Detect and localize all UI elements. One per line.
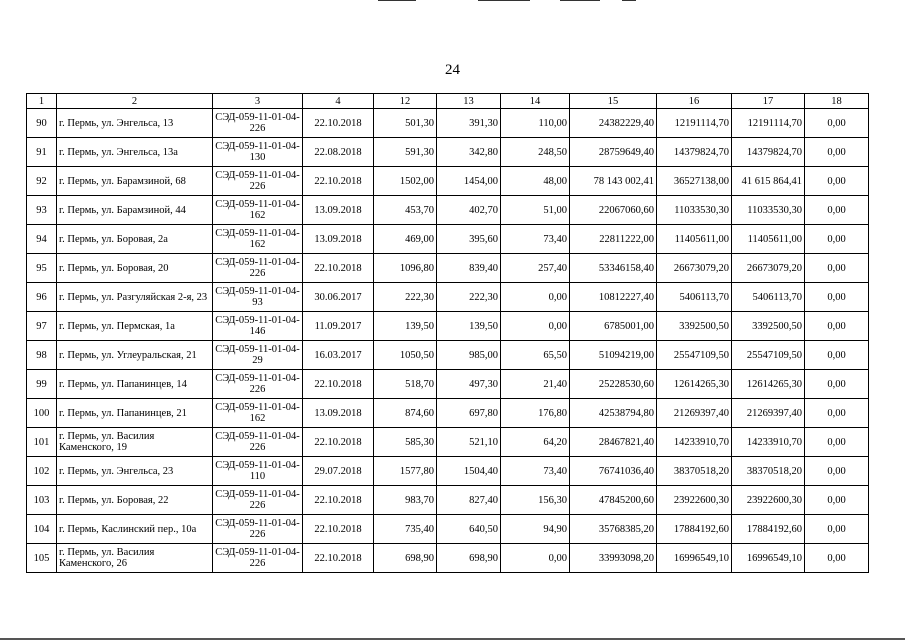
table-row xyxy=(27,486,869,515)
document-number-cell: СЭД-059-11-01-04-226 xyxy=(213,486,303,515)
address-cell: г. Пермь, ул. Василия Каменского, 26 xyxy=(57,544,213,573)
value-cell-16: 36527138,00 xyxy=(657,167,732,196)
table-body xyxy=(27,109,869,573)
date-cell: 13.09.2018 xyxy=(303,225,374,254)
value-cell-16: 25547109,50 xyxy=(657,341,732,370)
value-cell-18: 0,00 xyxy=(805,167,869,196)
value-cell-18: 0,00 xyxy=(805,486,869,515)
scan-artifact-top-4 xyxy=(622,0,636,1)
value-cell-13: 985,00 xyxy=(437,341,501,370)
date-cell: 22.10.2018 xyxy=(303,254,374,283)
value-cell-12: 453,70 xyxy=(374,196,437,225)
address-cell: г. Пермь, ул. Барамзиной, 44 xyxy=(57,196,213,225)
row-number: 90 xyxy=(27,109,57,138)
column-header: 14 xyxy=(501,94,570,109)
header-row xyxy=(27,94,869,109)
address-cell: г. Пермь, ул. Папанинцев, 14 xyxy=(57,370,213,399)
value-cell-12: 1502,00 xyxy=(374,167,437,196)
table-row xyxy=(27,399,869,428)
table-row xyxy=(27,167,869,196)
value-cell-13: 402,70 xyxy=(437,196,501,225)
document-number-cell: СЭД-059-11-01-04-110 xyxy=(213,457,303,486)
value-cell-14: 257,40 xyxy=(501,254,570,283)
value-cell-12: 983,70 xyxy=(374,486,437,515)
table-row xyxy=(27,370,869,399)
value-cell-12: 1577,80 xyxy=(374,457,437,486)
table-row xyxy=(27,515,869,544)
document-number-cell: СЭД-059-11-01-04-226 xyxy=(213,109,303,138)
value-cell-15: 10812227,40 xyxy=(570,283,657,312)
value-cell-12: 469,00 xyxy=(374,225,437,254)
scan-artifact-top-3 xyxy=(560,0,600,1)
value-cell-16: 11033530,30 xyxy=(657,196,732,225)
table-row xyxy=(27,283,869,312)
value-cell-14: 0,00 xyxy=(501,312,570,341)
address-cell: г. Пермь, ул. Энгельса, 23 xyxy=(57,457,213,486)
data-table xyxy=(26,93,869,573)
value-cell-14: 65,50 xyxy=(501,341,570,370)
value-cell-18: 0,00 xyxy=(805,196,869,225)
value-cell-15: 76741036,40 xyxy=(570,457,657,486)
value-cell-18: 0,00 xyxy=(805,109,869,138)
value-cell-16: 16996549,10 xyxy=(657,544,732,573)
value-cell-18: 0,00 xyxy=(805,312,869,341)
value-cell-17: 11033530,30 xyxy=(732,196,805,225)
value-cell-15: 22811222,00 xyxy=(570,225,657,254)
value-cell-16: 23922600,30 xyxy=(657,486,732,515)
table-row xyxy=(27,254,869,283)
document-number-cell: СЭД-059-11-01-04-226 xyxy=(213,370,303,399)
column-header: 3 xyxy=(213,94,303,109)
value-cell-13: 698,90 xyxy=(437,544,501,573)
value-cell-18: 0,00 xyxy=(805,428,869,457)
address-cell: г. Пермь, ул. Энгельса, 13 xyxy=(57,109,213,138)
address-cell: г. Пермь, Каслинский пер., 10а xyxy=(57,515,213,544)
table-row xyxy=(27,341,869,370)
value-cell-12: 222,30 xyxy=(374,283,437,312)
value-cell-12: 591,30 xyxy=(374,138,437,167)
value-cell-17: 17884192,60 xyxy=(732,515,805,544)
value-cell-14: 73,40 xyxy=(501,225,570,254)
scan-artifact-top-1 xyxy=(378,0,416,1)
document-number-cell: СЭД-059-11-01-04-226 xyxy=(213,254,303,283)
value-cell-17: 41 615 864,41 xyxy=(732,167,805,196)
value-cell-14: 0,00 xyxy=(501,283,570,312)
column-header: 1 xyxy=(27,94,57,109)
address-cell: г. Пермь, ул. Разгуляйская 2-я, 23 xyxy=(57,283,213,312)
value-cell-16: 11405611,00 xyxy=(657,225,732,254)
table-row xyxy=(27,196,869,225)
date-cell: 11.09.2017 xyxy=(303,312,374,341)
value-cell-12: 518,70 xyxy=(374,370,437,399)
date-cell: 22.10.2018 xyxy=(303,486,374,515)
value-cell-15: 47845200,60 xyxy=(570,486,657,515)
document-number-cell: СЭД-059-11-01-04-226 xyxy=(213,428,303,457)
address-cell: г. Пермь, ул. Энгельса, 13а xyxy=(57,138,213,167)
row-number: 92 xyxy=(27,167,57,196)
column-header: 15 xyxy=(570,94,657,109)
value-cell-12: 735,40 xyxy=(374,515,437,544)
value-cell-15: 22067060,60 xyxy=(570,196,657,225)
value-cell-17: 26673079,20 xyxy=(732,254,805,283)
document-number-cell: СЭД-059-11-01-04-162 xyxy=(213,196,303,225)
address-cell: г. Пермь, ул. Василия Каменского, 19 xyxy=(57,428,213,457)
value-cell-14: 0,00 xyxy=(501,544,570,573)
value-cell-18: 0,00 xyxy=(805,457,869,486)
value-cell-18: 0,00 xyxy=(805,138,869,167)
table-row xyxy=(27,312,869,341)
value-cell-17: 38370518,20 xyxy=(732,457,805,486)
table-row xyxy=(27,457,869,486)
value-cell-15: 51094219,00 xyxy=(570,341,657,370)
value-cell-12: 139,50 xyxy=(374,312,437,341)
value-cell-17: 25547109,50 xyxy=(732,341,805,370)
value-cell-17: 12191114,70 xyxy=(732,109,805,138)
table-row xyxy=(27,428,869,457)
address-cell: г. Пермь, ул. Барамзиной, 68 xyxy=(57,167,213,196)
document-number-cell: СЭД-059-11-01-04-146 xyxy=(213,312,303,341)
value-cell-18: 0,00 xyxy=(805,225,869,254)
value-cell-18: 0,00 xyxy=(805,370,869,399)
address-cell: г. Пермь, ул. Боровая, 22 xyxy=(57,486,213,515)
value-cell-13: 697,80 xyxy=(437,399,501,428)
table-row xyxy=(27,138,869,167)
row-number: 95 xyxy=(27,254,57,283)
value-cell-16: 21269397,40 xyxy=(657,399,732,428)
value-cell-18: 0,00 xyxy=(805,254,869,283)
value-cell-13: 1454,00 xyxy=(437,167,501,196)
row-number: 101 xyxy=(27,428,57,457)
value-cell-17: 21269397,40 xyxy=(732,399,805,428)
page-number: 24 xyxy=(445,62,460,78)
value-cell-13: 827,40 xyxy=(437,486,501,515)
value-cell-18: 0,00 xyxy=(805,399,869,428)
document-number-cell: СЭД-059-11-01-04-162 xyxy=(213,399,303,428)
value-cell-12: 1096,80 xyxy=(374,254,437,283)
value-cell-17: 12614265,30 xyxy=(732,370,805,399)
date-cell: 22.10.2018 xyxy=(303,544,374,573)
value-cell-17: 23922600,30 xyxy=(732,486,805,515)
value-cell-15: 35768385,20 xyxy=(570,515,657,544)
row-number: 105 xyxy=(27,544,57,573)
value-cell-15: 6785001,00 xyxy=(570,312,657,341)
scan-artifact-top-2 xyxy=(478,0,530,1)
table-row xyxy=(27,225,869,254)
row-number: 94 xyxy=(27,225,57,254)
row-number: 93 xyxy=(27,196,57,225)
address-cell: г. Пермь, ул. Углеуральская, 21 xyxy=(57,341,213,370)
table-header xyxy=(27,94,869,109)
value-cell-16: 3392500,50 xyxy=(657,312,732,341)
value-cell-14: 156,30 xyxy=(501,486,570,515)
value-cell-17: 14379824,70 xyxy=(732,138,805,167)
value-cell-14: 110,00 xyxy=(501,109,570,138)
value-cell-13: 395,60 xyxy=(437,225,501,254)
document-number-cell: СЭД-059-11-01-04-162 xyxy=(213,225,303,254)
column-header: 17 xyxy=(732,94,805,109)
value-cell-16: 5406113,70 xyxy=(657,283,732,312)
value-cell-14: 64,20 xyxy=(501,428,570,457)
row-number: 99 xyxy=(27,370,57,399)
value-cell-12: 501,30 xyxy=(374,109,437,138)
row-number: 103 xyxy=(27,486,57,515)
row-number: 98 xyxy=(27,341,57,370)
date-cell: 22.08.2018 xyxy=(303,138,374,167)
date-cell: 22.10.2018 xyxy=(303,167,374,196)
column-header: 2 xyxy=(57,94,213,109)
value-cell-14: 48,00 xyxy=(501,167,570,196)
date-cell: 13.09.2018 xyxy=(303,196,374,225)
value-cell-15: 28467821,40 xyxy=(570,428,657,457)
value-cell-16: 17884192,60 xyxy=(657,515,732,544)
value-cell-17: 16996549,10 xyxy=(732,544,805,573)
value-cell-13: 497,30 xyxy=(437,370,501,399)
value-cell-15: 33993098,20 xyxy=(570,544,657,573)
row-number: 96 xyxy=(27,283,57,312)
value-cell-14: 248,50 xyxy=(501,138,570,167)
value-cell-12: 874,60 xyxy=(374,399,437,428)
value-cell-12: 698,90 xyxy=(374,544,437,573)
value-cell-15: 53346158,40 xyxy=(570,254,657,283)
value-cell-13: 222,30 xyxy=(437,283,501,312)
column-header: 18 xyxy=(805,94,869,109)
document-number-cell: СЭД-059-11-01-04-130 xyxy=(213,138,303,167)
value-cell-12: 1050,50 xyxy=(374,341,437,370)
column-header: 4 xyxy=(303,94,374,109)
document-number-cell: СЭД-059-11-01-04-29 xyxy=(213,341,303,370)
value-cell-16: 14233910,70 xyxy=(657,428,732,457)
value-cell-14: 94,90 xyxy=(501,515,570,544)
value-cell-13: 839,40 xyxy=(437,254,501,283)
document-number-cell: СЭД-059-11-01-04-226 xyxy=(213,515,303,544)
value-cell-14: 21,40 xyxy=(501,370,570,399)
value-cell-13: 391,30 xyxy=(437,109,501,138)
date-cell: 30.06.2017 xyxy=(303,283,374,312)
value-cell-15: 25228530,60 xyxy=(570,370,657,399)
value-cell-17: 11405611,00 xyxy=(732,225,805,254)
address-cell: г. Пермь, ул. Пермская, 1а xyxy=(57,312,213,341)
address-cell: г. Пермь, ул. Боровая, 2а xyxy=(57,225,213,254)
row-number: 104 xyxy=(27,515,57,544)
value-cell-18: 0,00 xyxy=(805,515,869,544)
row-number: 102 xyxy=(27,457,57,486)
value-cell-16: 26673079,20 xyxy=(657,254,732,283)
document-number-cell: СЭД-059-11-01-04-93 xyxy=(213,283,303,312)
address-cell: г. Пермь, ул. Папанинцев, 21 xyxy=(57,399,213,428)
value-cell-18: 0,00 xyxy=(805,283,869,312)
address-cell: г. Пермь, ул. Боровая, 20 xyxy=(57,254,213,283)
value-cell-18: 0,00 xyxy=(805,544,869,573)
row-number: 100 xyxy=(27,399,57,428)
row-number: 97 xyxy=(27,312,57,341)
value-cell-17: 5406113,70 xyxy=(732,283,805,312)
value-cell-15: 28759649,40 xyxy=(570,138,657,167)
value-cell-17: 3392500,50 xyxy=(732,312,805,341)
value-cell-12: 585,30 xyxy=(374,428,437,457)
column-header: 16 xyxy=(657,94,732,109)
value-cell-13: 640,50 xyxy=(437,515,501,544)
document-number-cell: СЭД-059-11-01-04-226 xyxy=(213,544,303,573)
value-cell-14: 73,40 xyxy=(501,457,570,486)
value-cell-13: 342,80 xyxy=(437,138,501,167)
value-cell-16: 12614265,30 xyxy=(657,370,732,399)
table-row xyxy=(27,544,869,573)
date-cell: 16.03.2017 xyxy=(303,341,374,370)
value-cell-14: 176,80 xyxy=(501,399,570,428)
value-cell-16: 14379824,70 xyxy=(657,138,732,167)
date-cell: 22.10.2018 xyxy=(303,370,374,399)
row-number: 91 xyxy=(27,138,57,167)
column-header: 13 xyxy=(437,94,501,109)
date-cell: 13.09.2018 xyxy=(303,399,374,428)
date-cell: 22.10.2018 xyxy=(303,109,374,138)
table-row xyxy=(27,109,869,138)
value-cell-14: 51,00 xyxy=(501,196,570,225)
document-number-cell: СЭД-059-11-01-04-226 xyxy=(213,167,303,196)
date-cell: 22.10.2018 xyxy=(303,515,374,544)
date-cell: 29.07.2018 xyxy=(303,457,374,486)
value-cell-15: 24382229,40 xyxy=(570,109,657,138)
value-cell-15: 42538794,80 xyxy=(570,399,657,428)
value-cell-13: 139,50 xyxy=(437,312,501,341)
value-cell-15: 78 143 002,41 xyxy=(570,167,657,196)
value-cell-13: 521,10 xyxy=(437,428,501,457)
value-cell-13: 1504,40 xyxy=(437,457,501,486)
value-cell-17: 14233910,70 xyxy=(732,428,805,457)
value-cell-16: 38370518,20 xyxy=(657,457,732,486)
value-cell-18: 0,00 xyxy=(805,341,869,370)
date-cell: 22.10.2018 xyxy=(303,428,374,457)
column-header: 12 xyxy=(374,94,437,109)
value-cell-16: 12191114,70 xyxy=(657,109,732,138)
